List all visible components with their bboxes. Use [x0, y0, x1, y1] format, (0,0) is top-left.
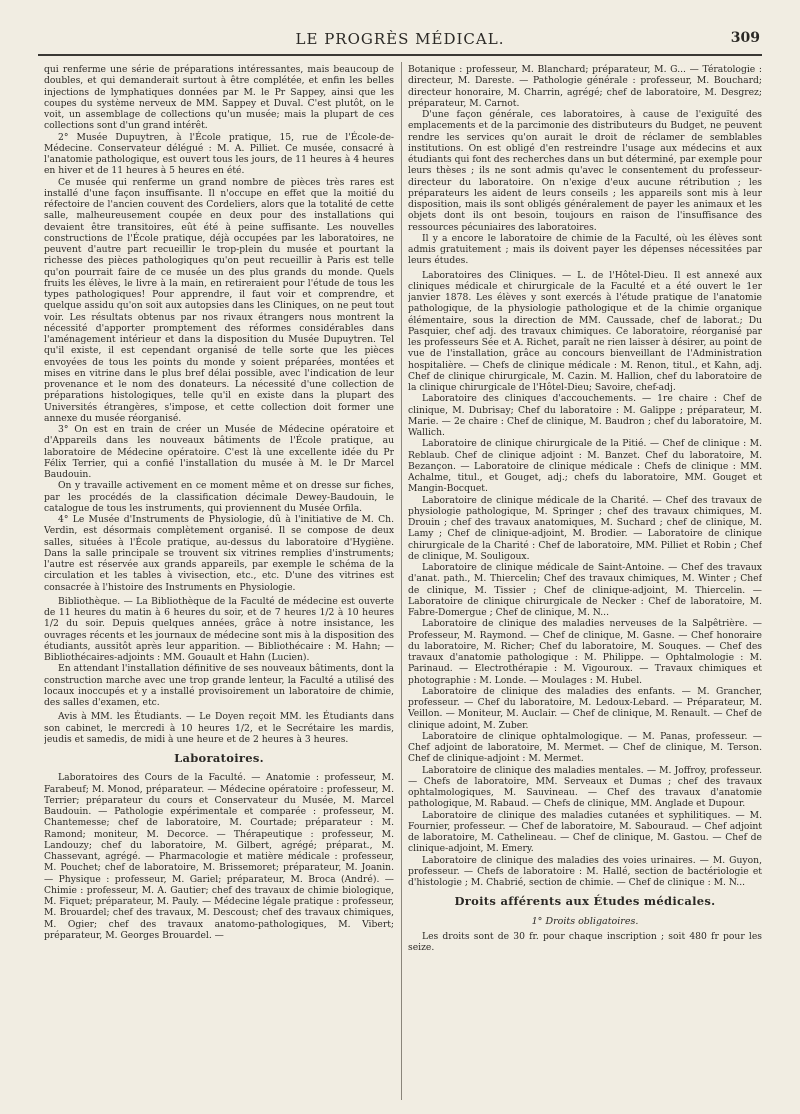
paragraph: En attendant l'installation définitive de ses nouveaux bâtiments, dont la construction marche avec une trop grande lenteur, la Faculté a utilisé des locaux inoccupés et y a installé provisoirement un laboratoire de chimie, des salles d'examen, etc.	[44, 663, 394, 708]
left-column	[44, 64, 394, 1094]
subsection-heading: 1° Droits obligatoires.	[531, 915, 639, 927]
column-divider	[401, 62, 402, 1100]
paragraph: Ce musée qui renferme un grand nombre de pièces très rares est installé d'une façon insuffisante. Il n'occupe en effet que la moitié du réfectoire de l'ancien couvent des Cordeliers, alors que la totalité de cette salle, malheureusement coupée en deux pour des installations qui devaient être transitoires, eût été à peine suffisante. Les nouvelles constructions de l'École pratique, déjà occupées par les laboratoires, ne peuvent d'autre part recueillir le trop-plein du musée et pourtant la richesse des pièces pathologiques qu'on peut recueillir à Paris est telle qu'on pourrait faire de ce musée un des plus grands du monde. Quels fruits les élèves, le livre à la main, en retireraient pour l'étude de tous les types pathologiques! Pour apprendre, il faut voir et comprendre, et quelque assidu qu'on soit aux autopsies dans les Cliniques, on ne peut tout voir. Les résultats obtenus par nos rivaux étrangers nous montrent la nécessité d'apporter promptement des réformes considérables dans l'aménagement intérieur et dans la disposition du Musée Dupuytren. Tel qu'il existe, il est cependant organisé de telle sorte que les pièces envoyées de tous les points du monde y soient préparées, montées et mises en vitrine dans le plus bref délai possible, avec l'indication de leur provenance et le nom des donateurs. La nécessité d'une collection de préparations histologiques, telle qu'il en existe dans la plupart des Universités étrangères, s'impose, et cette collection doit former une annexe du musée réorganisé.	[44, 176, 394, 424]
paragraph: Laboratoire de clinique des maladies des enfants. — M. Grancher, professeur. — Chef du laboratoire, M. Ledoux-Lebard. — Préparateur, M. Veillon. — Moniteur, M. Auclair. — Chef de clinique, M. Renault. — Chef de clinique adoint, M. Zuber.	[408, 685, 762, 731]
paragraph: 4° Le Musée d'Instruments de Physiologie, dû à l'initiative de M. Ch. Verdin, est désormais complètement organisé. Il se compose de deux salles, situées à l'École pratique, au-dessus du laboratoire d'Hygiène. Dans la salle principale se trouvent six vitrines remplies d'instruments; l'autre est réservée aux grands appareils, par exemple le schéma de la circulation et les tables à vivisection, etc., etc. D'une des vitrines est consacrée à l'histoire des Instruments en Physiologie.	[44, 514, 394, 593]
paragraph: Laboratoire de clinique des maladies nerveuses de la Salpêtrière. — Professeur, M. Raymond. — Chef de clinique, M. Gasne. — Chef honoraire du laboratoire, M. Richer; Chef du laboratoire, M. Souques. — Chef des travaux d'anatomie pathologique : M. Philippe. — Ophtalmologie : M. Parinaud. — Electrothérapie : M. Vigouroux. — Travaux chimiques et photographie : M. Londe. — Moulages : M. Hubel.	[408, 618, 762, 686]
paragraph: Laboratoire des cliniques d'accouchements. — 1re chaire : Chef de clinique, M. Dubrisay; Chef du laboratoire : M. Galippe ; préparateur, M. Marie. — 2e chaire : Chef de clinique, M. Baudron ; chef du laboratoire, M. Wallich.	[408, 393, 762, 438]
journal-title: LE PROGRÈS MÉDICAL.	[295, 30, 505, 48]
paragraph: Laboratoire de clinique des maladies mentales. — M. Joffroy, professeur. — Chefs de laboratoire, MM. Serveaux et Dumas ; chef des travaux ophtalmologiques, M. Sauvineau. — Chef des travaux d'anatomie pathologique, M. Rabaud. — Chefs de clinique, MM. Anglade et Dupour.	[408, 764, 762, 810]
right-column	[408, 64, 762, 1094]
paragraph: 3° On est en train de créer un Musée de Médecine opératoire et d'Appareils dans les nouveaux bâtiments de l'École pratique, au laboratoire de Médecine opératoire. C'est là une excellente idée du Pr Félix Terrier, qui a confié l'installation du musée à M. le Dr Marcel Baudouin.	[44, 424, 394, 480]
page-number: 309	[730, 30, 760, 46]
paragraph: D'une façon générale, ces laboratoires, à cause de l'exiguïté des emplacements et de la parcimonie des distributeurs du Budget, ne peuvent rendre les services qu'on aurait le droit de réclamer de semblables institutions. On est obligé d'en restreindre l'usage aux médecins et aux étudiants qui font des recherches dans un but déterminé, par exemple pour leurs thèses ; ils ne sont admis qu'avec le consentement du professeur-directeur du laboratoire. On n'exige d'eux aucune rétribution ; les préparateurs les aident de leurs conseils ; les appareils sont mis à leur disposition, mais ils sont obligés généralement de payer les animaux et les objets dont ils ont besoin, toujours en raison de l'insuffisance des ressources pécuniaires des laboratoires.	[408, 109, 762, 233]
paragraph: Bibliothèque. — La Bibliothèque de la Faculté de médecine est ouverte de 11 heures du matin à 6 heures du soir, et de 7 heures 1/2 à 10 heures 1/2 du soir. Depuis quelques années, grâce à notre insistance, les ouvrages récents et les journaux de médecine sont mis à la disposition des étudiants, aussitôt après leur apparition. — Bibliothécaire : M. Hahn; — Bibliothécaires-adjoints : MM. Gouault et Hahn (Lucien).	[44, 595, 394, 663]
paragraph: Laboratoire de clinique médicale de la Charité. — Chef des travaux de physiologie pathologique, M. Springer ; chef des travaux chimiques, M. Drouin ; chef des travaux anatomiques, M. Suchard ; chef de clinique, M. Lamy ; Chef de clinique-adjoint, M. Brodier. — Laboratoire de clinique chirurgicale de la Charité : Chef de laboratoire, MM. Pilliet et Robin ; Chef de clinique, M. Souligoux.	[408, 494, 762, 562]
running-header	[38, 28, 762, 56]
paragraph: Avis à MM. les Étudiants. — Le Doyen reçoit MM. les Étudiants dans son cabinet, le mercredi à 10 heures 1/2, et le Secrétaire les mardis, jeudis et samedis, de midi à une heure et de 2 heures à 3 heures.	[44, 711, 394, 745]
paragraph: Botanique : professeur, M. Blanchard; préparateur, M. G... — Tératologie : directeur, M. Dareste. — Pathologie générale : professeur, M. Bouchard; directeur honoraire, M. Charrin, agrégé; chef de laboratoire, M. Desgrez; préparateur, M. Carnot.	[408, 64, 762, 109]
paragraph: Il y a encore le laboratoire de chimie de la Faculté, où les élèves sont admis gratuitement ; mais ils doivent payer les dépenses nécessitées par leurs études.	[408, 232, 762, 267]
paragraph: Laboratoire de clinique des maladies des voies urinaires. — M. Guyon, professeur. — Chefs de laboratoire : M. Hallé, section de bactériologie et d'histologie ; M. Chabrié, section de chimie. — Chef de clinique : M. N...	[408, 854, 762, 888]
paragraph: qui renferme une série de préparations intéressantes, mais beaucoup de doubles, et qui demanderait surtout à être complétée, et enfin les belles injections de lymphatiques données par M. le Pr Sappey, ainsi que les coupes du système nerveux de MM. Sappey et Duval. C'est plutôt, on le voit, un assemblage de collections qu'un musée; mais la plupart de ces collections sont d'un grand intérêt.	[44, 64, 394, 132]
section-heading: Droits afférents aux Études médicales.	[454, 894, 716, 909]
paragraph: Laboratoire de clinique chirurgicale de la Pitié. — Chef de clinique : M. Reblaub. Chef de clinique adjoint : M. Banzet. Chef du laboratoire, M. Bezançon. — Laboratoire de clinique médicale : Chefs de clinique : MM. Achalme, titul., et Gouget, adj.; chefs du laboratoire, MM. Gouget et Mangin-Bocquet.	[408, 438, 762, 495]
paragraph: Laboratoires des Cliniques. — L. de l'Hôtel-Dieu. Il est annexé aux cliniques médicale et chirurgicale de la Faculté et a été ouvert le 1er janvier 1878. Les élèves y sont exercés à l'étude pratique de l'anatomie pathologique, de la physiologie pathologique et de la chimie organique élémentaire, sous la direction de MM. Caussade, chef de laborat.; Du Pasquier, chef adj. des travaux chimiques. Ce laboratoire, réorganisé par les professeurs Sée et A. Richet, paraît ne rien laisser à désirer, au point de vue de l'installation, grâce au concours bienveillant de l'Administration hospitalière. — Chefs de clinique médicale : M. Renon, titul., et Kahn, adj. Chef de clinique chirurgicale, M. Cazin. M. Hallion, chef du laboratoire de la clinique chirurgicale de l'Hôtel-Dieu; Savoire, chef-adj.	[408, 269, 762, 393]
paragraph: On y travaille activement en ce moment même et on dresse sur fiches, par les procédés de la classification décimale Dewey-Baudouin, le catalogue de tous les instruments, qui proviennent du Musée Orfila.	[44, 480, 394, 514]
section-heading: Laboratoires.	[174, 751, 264, 765]
paragraph: Laboratoire de clinique médicale de Saint-Antoine. — Chef des travaux d'anat. path., M. Thiercelin; Chef des travaux chimiques, M. Winter ; Chef de clinique, M. Tissier ; Chef de clinique-adjoint, M. Thiercelin. — Laboratoire de clinique chirurgicale de Necker : Chef de laboratoire, M. Fabre-Domergue ; Chef de clinique, M. N...	[408, 562, 762, 618]
paragraph: 2° Musée Dupuytren, à l'École pratique, 15, rue de l'École-de-Médecine. Conservateur délégué : M. A. Pilliet. Ce musée, consacré à l'anatomie pathologique, est ouvert tous les jours, de 11 heures à 4 heures en hiver et de 11 heures à 5 heures en été.	[44, 131, 394, 177]
paragraph: Laboratoire de clinique ophtalmologique. — M. Panas, professeur. — Chef adjoint de laboratoire, M. Mermet. — Chef de clinique, M. Terson. Chef de clinique-adjoint : M. Mermet.	[408, 730, 762, 765]
paragraph: Laboratoires des Cours de la Faculté. — Anatomie : professeur, M. Farabeuf; M. Monod, préparateur. — Médecine opératoire : professeur, M. Terrier; préparateur du cours et Conservateur du Musée, M. Marcel Baudouin. — Pathologie expérimentale et comparée : professeur, M. Chantemesse; chef de laboratoire, M. Courtade; préparateur : M. Ramond; moniteur, M. Decorce. — Thérapeutique : professeur, M. Landouzy; chef du laboratoire, M. Gilbert, agrégé; préparat., M. Chassevant, agrégé. — Pharmacologie et matière médicale : professeur, M. Pouchet; chef de laboratoire, M. Brissemoret; préparateur, M. Joanin. — Physique : professeur, M. Gariel; préparateur, M. Broca (André). — Chimie : professeur, M. A. Gautier; chef des travaux de chimie biologique, M. Fiquet; préparateur, M. Pauly. — Médecine légale pratique : professeur, M. Brouardel; chef des travaux, M. Descoust; chef des travaux chimiques, M. Ogier; chef des travaux anatomo-pathologiques, M. Vibert; préparateur, M. Georges Brouardel. —	[44, 772, 394, 941]
paragraph: Les droits sont de 30 fr. pour chaque inscription ; soit 480 fr pour les seize.	[408, 930, 762, 953]
paragraph: Laboratoire de clinique des maladies cutanées et syphilitiques. — M. Fournier, professeur. — Chef de laboratoire, M. Sabouraud. — Chef adjoint de laboratoire, M. Cathelineau. — Chef de clinique, M. Gastou. — Chef de clinique-adjoint, M. Emery.	[408, 809, 762, 855]
